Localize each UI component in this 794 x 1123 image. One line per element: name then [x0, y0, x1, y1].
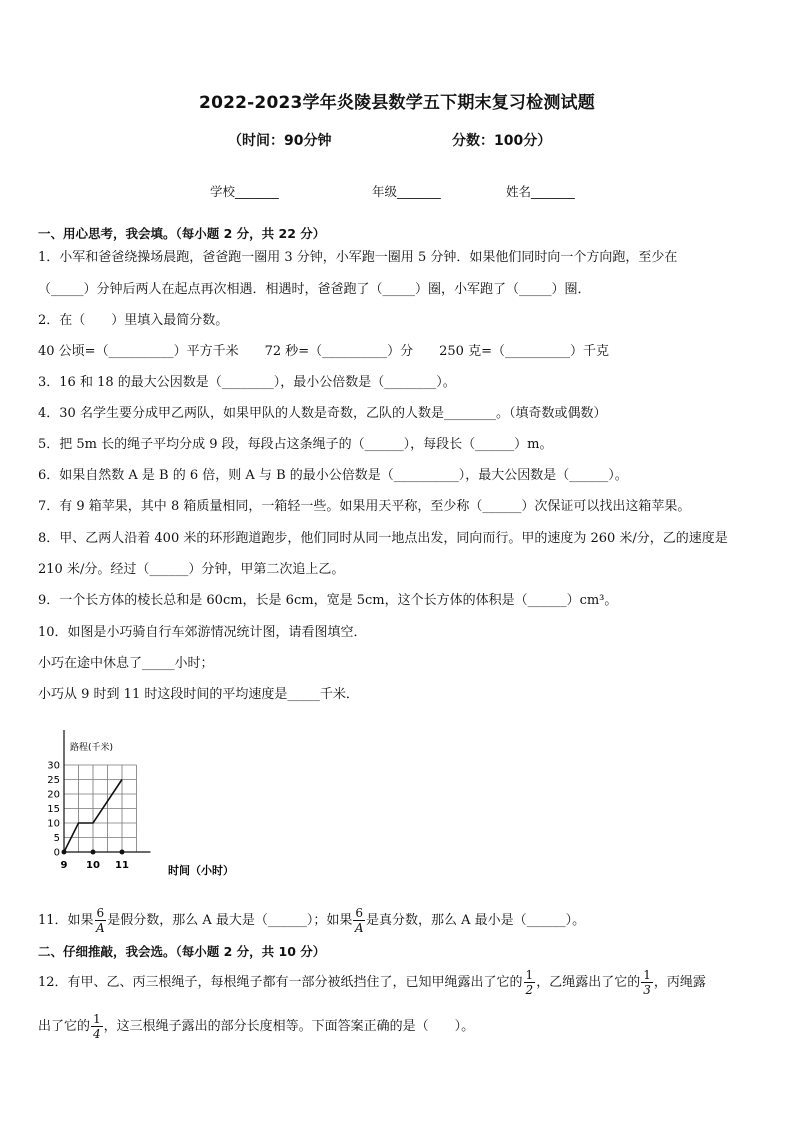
fraction-denominator: A — [96, 921, 105, 935]
x-tick-label: 9 — [60, 860, 68, 871]
question-2-line-2: 40 公顷=（__________）平方千米 72 秒=（__________）分 250 克=（__________）千克 — [38, 344, 609, 359]
distance-time-chart — [36, 722, 266, 882]
y-axis-label: 路程(千米) — [70, 743, 114, 753]
page-title: 2022-2023学年炎陵县数学五下期末复习检测试题 — [199, 93, 595, 113]
question-2-line-1: 2．在（ ）里填入最简分数。 — [38, 313, 229, 328]
exam-score: 分数：100分） — [452, 133, 552, 149]
y-tick-label: 15 — [47, 804, 60, 815]
question-10-line-1: 10．如图是小巧骑自行车郊游情况统计图，请看图填空． — [38, 625, 367, 640]
question-8-line-1: 8．甲、乙两人沿着 400 米的环形跑道跑步，他们同时从同一地点出发，同向而行。甲的速度为 260 米/分，乙的速度是 — [38, 531, 728, 546]
x-tick-label: 11 — [115, 860, 129, 871]
y-tick-label: 0 — [53, 847, 60, 859]
fraction-denominator: 3 — [643, 983, 651, 997]
question-12-line-1 — [38, 968, 706, 997]
question-8-line-2: 210 米/分。经过（______）分钟，甲第二次追上乙。 — [38, 562, 345, 577]
fraction-6-over-a-2 — [353, 906, 365, 935]
fraction-denominator: 4 — [93, 1027, 101, 1041]
fraction-numerator: 1 — [643, 968, 651, 982]
y-tick-label: 20 — [47, 789, 60, 801]
question-10-line-3: 小巧从 9 时到 11 时这段时间的平均速度是_____千米． — [38, 687, 359, 702]
fraction-one-quarter — [91, 1012, 103, 1041]
y-tick-label: 10 — [47, 818, 60, 830]
question-12-part-4: 出了它的 — [38, 1019, 91, 1034]
question-12-part-5: ，这三根绳子露出的部分长度相等。下面答案正确的是（ ）。 — [103, 1019, 475, 1034]
x-tick-dot — [91, 850, 96, 855]
question-11-part-3: 是真分数，那么 A 最小是（______）。 — [365, 913, 586, 928]
question-3: 3．16 和 18 的最大公因数是（________），最小公倍数是（________）。 — [38, 375, 456, 390]
x-tick-label: 10 — [86, 860, 100, 871]
fraction-numerator: 6 — [96, 906, 105, 920]
x-axis-label: 时间（小时） — [168, 864, 234, 877]
question-12-part-1: 12．有甲、乙、丙三根绳子，每根绳子都有一部分被纸挡住了，已知甲绳露出了它的 — [38, 975, 523, 990]
section-heading-2: 二、仔细推敲，我会选。（每小题 2 分，共 10 分） — [38, 944, 326, 959]
question-10-line-2: 小巧在途中休息了_____小时； — [38, 656, 214, 671]
fraction-numerator: 1 — [93, 1012, 101, 1026]
question-5: 5．把 5m 长的绳子平均分成 9 段，每段占这条绳子的（______），每段长（______）m。 — [38, 437, 553, 452]
question-11 — [38, 906, 585, 935]
fraction-denominator: A — [354, 921, 364, 935]
question-1-line-2: （_____）分钟后两人在起点再次相遇．相遇时，爸爸跑了（_____）圈，小军跑了（_____）圈． — [38, 282, 591, 297]
question-4: 4．30 名学生要分成甲乙两队，如果甲队的人数是奇数，乙队的人数是________。（填奇数或偶数） — [38, 406, 607, 421]
y-tick-label: 30 — [47, 760, 60, 772]
grade-field: 年级_______ — [372, 184, 441, 199]
fraction-one-third — [641, 968, 653, 997]
fraction-one-half — [524, 968, 536, 997]
fraction-6-over-a-1 — [95, 906, 107, 935]
question-6: 6．如果自然数 A 是 B 的 6 倍，则 A 与 B 的最小公倍数是（__________），最大公因数是（______）。 — [38, 468, 628, 483]
x-tick-dot — [120, 850, 125, 855]
question-9: 9．一个长方体的棱长总和是 60cm，长是 6cm，宽是 5cm，这个长方体的体积是（______）cm³。 — [38, 593, 618, 608]
question-7: 7．有 9 箱苹果，其中 8 箱质量相同，一箱轻一些。如果用天平称，至少称（______）次保证可以找出这箱苹果。 — [38, 499, 691, 514]
fraction-numerator: 6 — [355, 906, 363, 920]
question-1-line-1: 1．小军和爸爸绕操场晨跑，爸爸跑一圈用 3 分钟，小军跑一圈用 5 分钟．如果他们同时向一个方向跑，至少在 — [38, 250, 678, 265]
name-field: 姓名_______ — [506, 184, 575, 199]
fraction-denominator: 2 — [525, 983, 534, 997]
exam-time: （时间：90分钟 — [228, 133, 332, 149]
question-12-line-2 — [38, 1012, 474, 1041]
school-field: 学校_______ — [210, 184, 279, 199]
question-12-part-3: ，丙绳露 — [653, 975, 706, 990]
question-11-part-2: 是假分数，那么 A 最大是（______）；如果 — [107, 913, 353, 928]
fraction-numerator: 1 — [525, 968, 534, 982]
section-heading-1: 一、用心思考，我会填。（每小题 2 分，共 22 分） — [38, 226, 326, 241]
y-tick-label: 5 — [53, 833, 60, 844]
y-tick-label: 25 — [47, 775, 60, 786]
question-12-part-2: ，乙绳露出了它的 — [536, 975, 641, 990]
question-11-part-1: 11．如果 — [38, 913, 94, 928]
